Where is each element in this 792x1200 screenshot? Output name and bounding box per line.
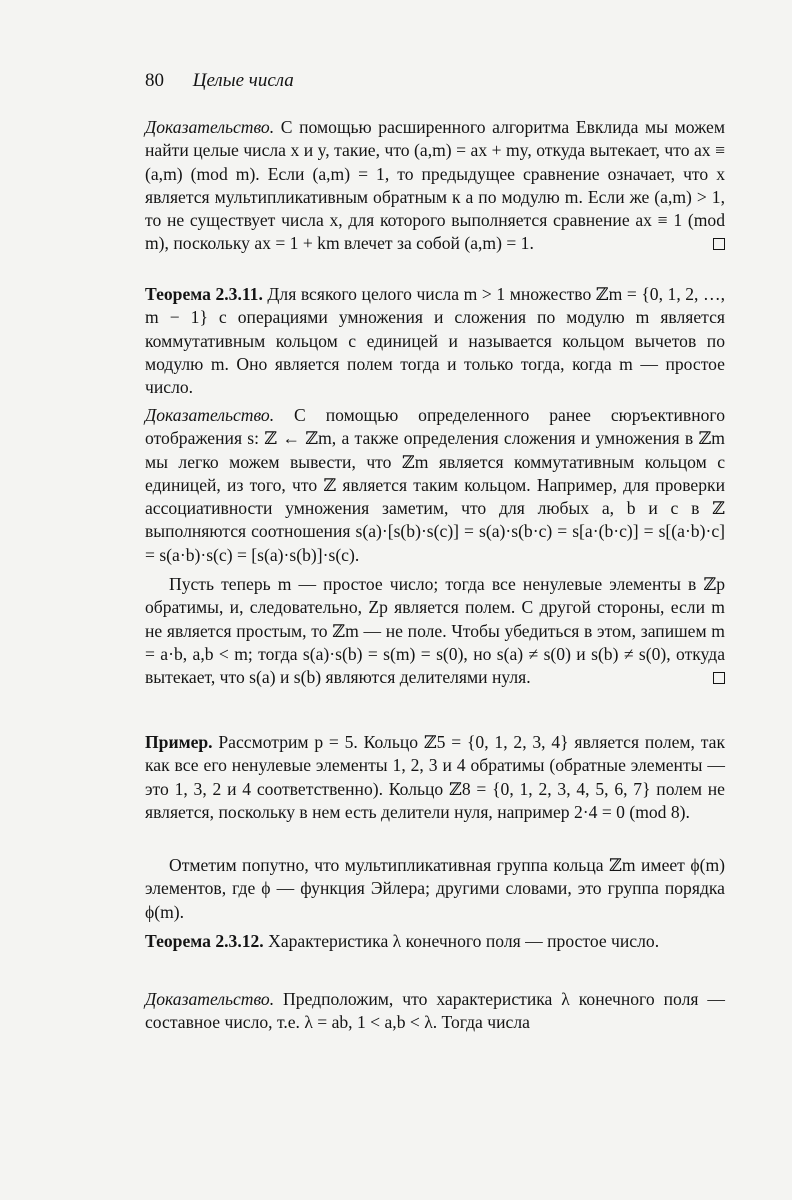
remark-multiplicative-group bbox=[145, 854, 725, 924]
proof-ring-of-residues bbox=[145, 404, 725, 690]
theorem-label: Теорема 2.3.11. bbox=[145, 284, 263, 304]
qed-square-icon bbox=[713, 672, 725, 684]
page-number: 80 bbox=[145, 70, 164, 91]
proof-text-continued: Пусть теперь m — простое число; тогда все ненулевые элементы в ℤp обратимы, и, следовательно, Zp является полем. С другой стороны, если m не является простым, то ℤm — не поле. Чтобы убедиться в этом, запишем m = a·b, a,b < m; тогда s(a)·s(b) = s(m) = s(0), но s(a) ≠ s(0) и s(b) ≠ s(0), откуда вытекает, что s(a) и s(b) являются делителями нуля. bbox=[145, 574, 725, 688]
theorem-2-3-11 bbox=[145, 283, 725, 399]
proof-label: Доказательство. bbox=[145, 989, 275, 1009]
proof-text: С помощью расширенного алгоритма Евклида мы можем найти целые числа x и y, такие, что (a,m) = ax + my, откуда вытекает, что ax ≡ (a,m) (mod m). Если (a,m) = 1, то предыдущее сравнение означает, что x является мультипликативным обратным к a по модулю m. Если же (a,m) > 1, то не существует числа x, для которого выполняется сравнение ax ≡ 1 (mod m), поскольку ax = 1 + km влечет за собой (a,m) = 1. bbox=[145, 117, 725, 254]
example-text: Рассмотрим p = 5. Кольцо ℤ5 = {0, 1, 2, 3, 4} является полем, так как все его ненулевые элементы 1, 2, 3 и 4 обратимы (обратные элементы — это 1, 3, 2 и 4 соответственно). Кольцо ℤ8 = {0, 1, 2, 3, 4, 5, 6, 7} полем не является, поскольку в нем есть делители нуля, например 2·4 = 0 (mod 8). bbox=[145, 732, 725, 822]
theorem-2-3-12 bbox=[145, 930, 725, 953]
qed-square-icon bbox=[713, 238, 725, 250]
remark-text: Отметим попутно, что мультипликативная группа кольца ℤm имеет ϕ(m) элементов, где ϕ — функция Эйлера; другими словами, это группа порядка ϕ(m). bbox=[145, 855, 725, 922]
proof-label: Доказательство. bbox=[145, 117, 275, 137]
proof-text: С помощью определенного ранее сюръективного отображения s: ℤ ← ℤm, а также определения сложения и умножения в ℤm мы легко можем вывести, что ℤm является коммутативным кольцом с единицей, из того, что ℤ является таким кольцом. Например, для проверки ассоциативности умножения заметим, что для любых a, b и c в ℤ выполняются соотношения s(a)·[s(b)·s(c)] = s(a)·s(b·c) = s[a·(b·c)] = s[(a·b)·c] = s(a·b)·s(c) = [s(a)·s(b)]·s(c). bbox=[145, 405, 725, 565]
theorem-text: Характеристика λ конечного поля — простое число. bbox=[263, 931, 660, 951]
running-header bbox=[145, 68, 294, 94]
running-title: Целые числа bbox=[192, 70, 294, 91]
example-label: Пример. bbox=[145, 732, 213, 752]
proof-extended-euclid bbox=[145, 116, 725, 256]
proof-label: Доказательство. bbox=[145, 405, 275, 425]
proof-characteristic-prime bbox=[145, 988, 725, 1035]
theorem-text: Для всякого целого числа m > 1 множество ℤm = {0, 1, 2, …, m − 1} с операциями умножения и сложения по модулю m является коммутативным кольцом с единицей и называется кольцом вычетов по модулю m. Оно является полем тогда и только тогда, когда m — простое число. bbox=[145, 284, 725, 398]
example-z5-z8 bbox=[145, 731, 725, 824]
theorem-label: Теорема 2.3.12. bbox=[145, 931, 264, 951]
proof-text: Предположим, что характеристика λ конечного поля — составное число, т.е. λ = ab, 1 < a,b < λ. Тогда числа bbox=[145, 989, 725, 1033]
